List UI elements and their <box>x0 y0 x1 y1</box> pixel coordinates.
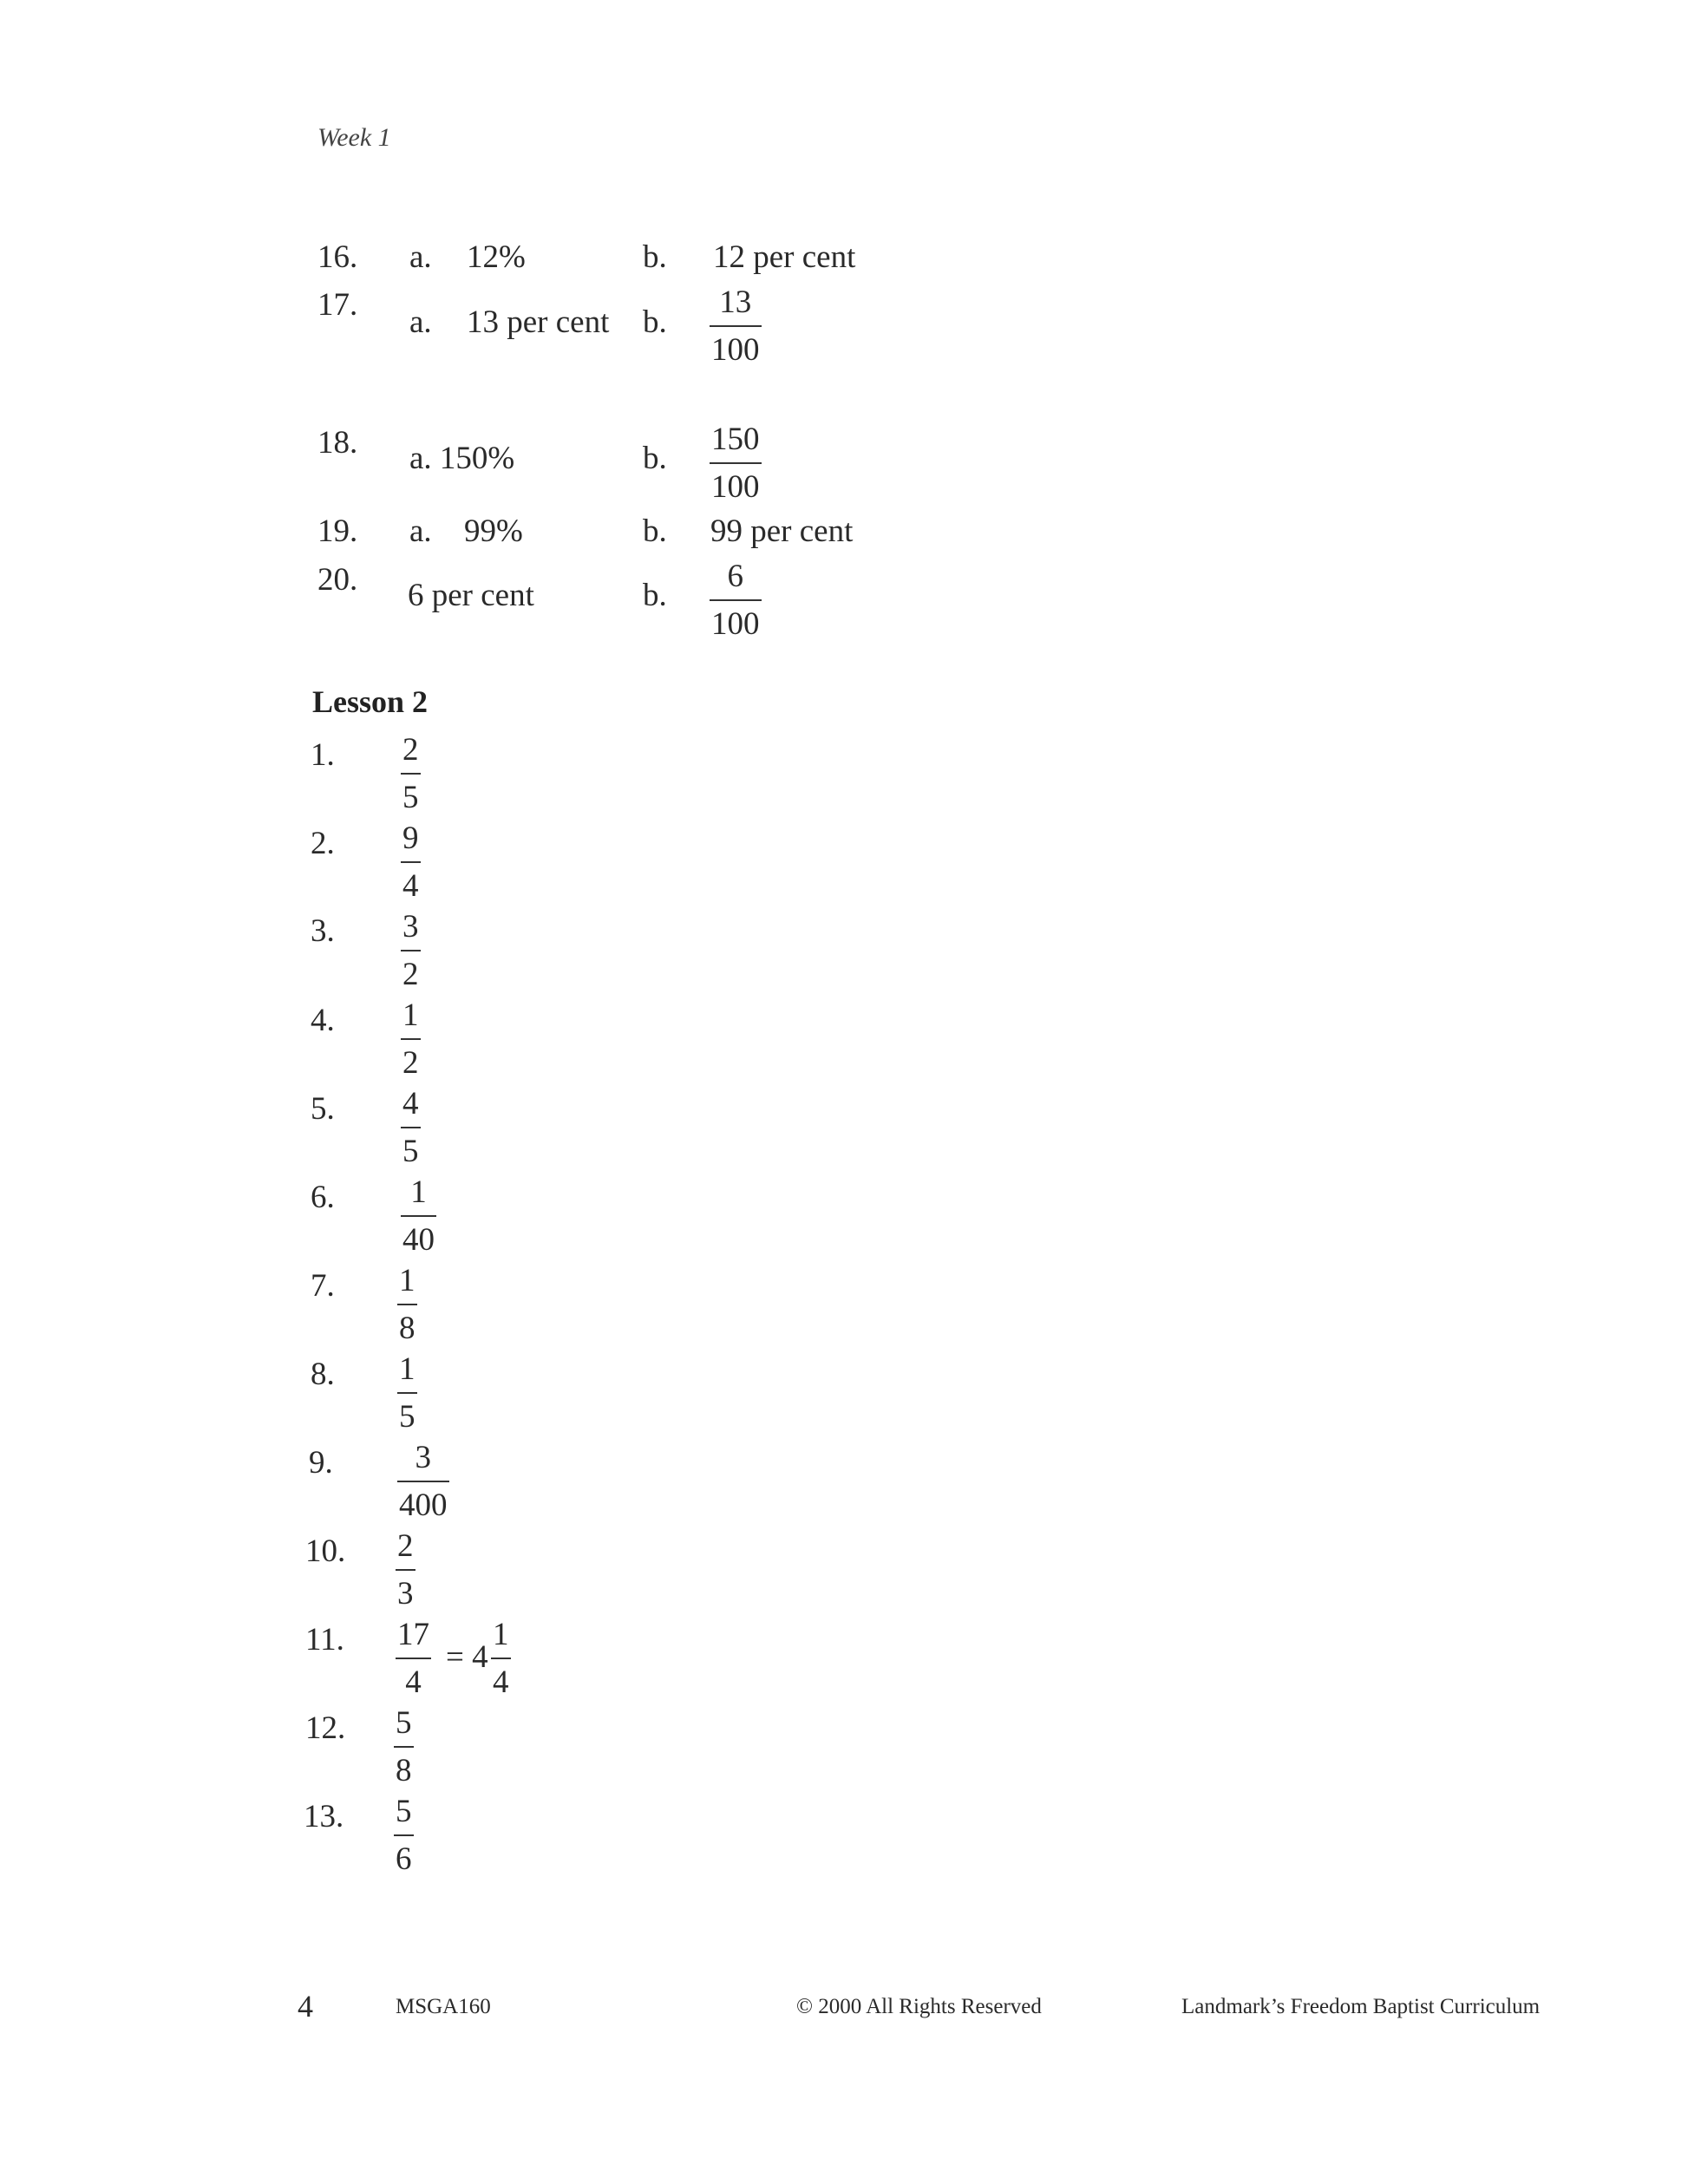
part-b-value: 12 per cent <box>713 239 856 275</box>
fraction-bar <box>396 1658 431 1659</box>
answer-fraction <box>401 1088 421 1167</box>
fraction-numerator: 4 <box>402 1086 419 1121</box>
fraction-numerator: 9 <box>402 821 419 856</box>
fraction-numerator: 5 <box>396 1794 412 1829</box>
fraction-denominator: 5 <box>402 1134 419 1169</box>
fraction-bar <box>710 325 762 327</box>
item-number: 10. <box>305 1533 346 1569</box>
item-number: 1. <box>311 737 335 773</box>
fraction-denominator: 8 <box>399 1311 415 1346</box>
part-b-value: 99 per cent <box>710 513 854 549</box>
part-a-label: a. <box>409 239 432 275</box>
part-a-label: a. <box>409 513 432 549</box>
fraction-bar <box>396 1569 415 1571</box>
fraction-denominator: 5 <box>399 1399 415 1435</box>
answer-fraction <box>396 1530 415 1610</box>
answer-fraction <box>397 1442 449 1521</box>
fraction-denominator: 100 <box>711 606 760 642</box>
fraction-numerator: 1 <box>402 997 419 1033</box>
part-b-label: b. <box>643 239 667 275</box>
fraction-bar <box>397 1304 417 1305</box>
fraction-numerator: 1 <box>399 1263 415 1298</box>
item-number: 11. <box>305 1622 344 1658</box>
fraction-numerator: 1 <box>493 1617 509 1652</box>
part-b-label: b. <box>643 578 667 613</box>
item-number: 12. <box>305 1710 346 1746</box>
part-a-value: 12% <box>467 239 526 275</box>
fraction-numerator: 6 <box>727 559 743 594</box>
fraction-bar <box>401 861 421 863</box>
fraction-denominator: 400 <box>399 1488 448 1523</box>
part-b-fraction <box>710 286 762 366</box>
answer-fraction <box>401 822 421 902</box>
fraction-denominator: 4 <box>493 1664 509 1700</box>
page-number: 4 <box>298 1989 313 2024</box>
answer-fraction <box>401 911 421 991</box>
item-number: 6. <box>311 1180 335 1215</box>
item-number: 9. <box>309 1445 333 1481</box>
fraction-numerator: 13 <box>719 284 752 320</box>
item-number: 4. <box>311 1003 335 1038</box>
item-number: 5. <box>311 1091 335 1127</box>
fraction-denominator: 6 <box>396 1841 412 1877</box>
answer-fraction <box>394 1795 414 1875</box>
fraction-bar <box>394 1746 414 1748</box>
fraction-denominator: 2 <box>402 957 419 992</box>
fraction-bar <box>491 1658 511 1659</box>
part-b-fraction <box>710 423 762 503</box>
item-number: 13. <box>304 1799 344 1834</box>
fraction-denominator: 4 <box>402 868 419 904</box>
fraction-denominator: 4 <box>405 1664 422 1700</box>
question-number: 20. <box>317 562 358 598</box>
publisher-name: Landmark’s Freedom Baptist Curriculum <box>1181 1995 1541 2018</box>
fraction-numerator: 2 <box>397 1528 414 1564</box>
part-a-label: a. <box>409 304 432 340</box>
part-b-label: b. <box>643 513 667 549</box>
mixed-number-fraction <box>491 1618 511 1698</box>
part-b-label: b. <box>643 441 667 476</box>
fraction-numerator: 5 <box>396 1705 412 1741</box>
question-number: 16. <box>317 239 358 275</box>
fraction-bar <box>401 950 421 951</box>
question-number: 19. <box>317 513 358 549</box>
item-number: 8. <box>311 1357 335 1392</box>
fraction-bar <box>397 1481 449 1482</box>
part-a-text: a. 150% <box>409 441 515 476</box>
fraction-bar <box>401 1038 421 1040</box>
item-number: 7. <box>311 1268 335 1304</box>
answer-fraction <box>397 1353 417 1433</box>
fraction-numerator: 1 <box>399 1351 415 1387</box>
fraction-numerator: 17 <box>397 1617 429 1652</box>
part-b-fraction <box>710 560 762 640</box>
fraction-numerator: 150 <box>711 422 760 457</box>
course-code: MSGA160 <box>396 1995 491 2018</box>
answer-fraction <box>401 999 421 1079</box>
copyright-notice: © 2000 All Rights Reserved <box>796 1995 1042 2018</box>
answer-fraction <box>394 1707 414 1787</box>
fraction-bar <box>397 1392 417 1394</box>
part-b-label: b. <box>643 304 667 340</box>
fraction-denominator: 3 <box>397 1576 414 1612</box>
answer-fraction <box>401 734 421 814</box>
fraction-numerator: 1 <box>410 1174 427 1210</box>
part-a-value: 6 per cent <box>408 578 534 613</box>
question-number: 17. <box>317 287 358 323</box>
fraction-denominator: 8 <box>396 1753 412 1788</box>
fraction-bar <box>710 462 762 464</box>
part-a-value: 99% <box>464 513 523 549</box>
fraction-bar <box>394 1834 414 1836</box>
item-number: 2. <box>311 826 335 861</box>
fraction-numerator: 3 <box>415 1440 431 1475</box>
equals-whole-number: = 4 <box>446 1639 488 1675</box>
part-a-value: 13 per cent <box>467 304 610 340</box>
answer-fraction <box>396 1618 431 1698</box>
fraction-numerator: 3 <box>402 909 419 945</box>
answer-fraction <box>401 1176 436 1256</box>
item-number: 3. <box>311 913 335 949</box>
fraction-denominator: 5 <box>402 780 419 815</box>
section-heading: Lesson 2 <box>312 684 429 719</box>
fraction-numerator: 2 <box>402 732 419 768</box>
fraction-denominator: 100 <box>711 332 760 368</box>
fraction-denominator: 100 <box>711 469 760 505</box>
fraction-denominator: 40 <box>402 1222 435 1258</box>
fraction-bar <box>401 773 421 775</box>
question-number: 18. <box>317 425 358 461</box>
fraction-bar <box>710 599 762 601</box>
running-head: Week 1 <box>317 123 391 152</box>
fraction-bar <box>401 1215 436 1217</box>
fraction-denominator: 2 <box>402 1045 419 1081</box>
fraction-bar <box>401 1127 421 1128</box>
answer-fraction <box>397 1265 417 1344</box>
